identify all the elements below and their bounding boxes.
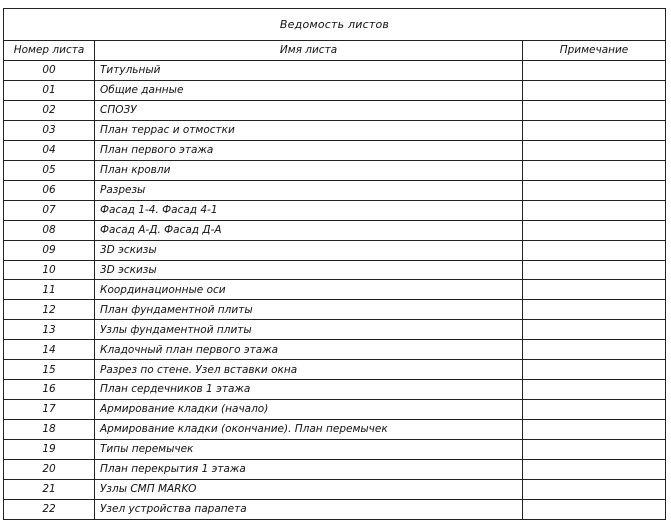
sheet-name: Типы перемычек: [95, 440, 523, 460]
sheet-name: Координационные оси: [95, 280, 523, 300]
sheet-name: Титульный: [95, 61, 523, 81]
table-row: [4, 80, 666, 100]
table-row: [4, 360, 666, 380]
sheet-name: Фасад А-Д. Фасад Д-А: [95, 220, 523, 240]
sheet-name: План фундаментной плиты: [95, 300, 523, 320]
sheet-note: [523, 480, 666, 500]
sheet-number: 00: [4, 61, 95, 81]
sheet-name: 3D эскизы: [95, 260, 523, 280]
sheet-note: [523, 140, 666, 160]
sheet-note: [523, 440, 666, 460]
sheet-name: План перекрытия 1 этажа: [95, 460, 523, 480]
sheet-number: 14: [4, 340, 95, 360]
sheet-list-table: [3, 8, 666, 520]
sheet-note: [523, 499, 666, 519]
sheet-note: [523, 340, 666, 360]
table-row: [4, 300, 666, 320]
table-row: [4, 220, 666, 240]
table-row: [4, 280, 666, 300]
table-row: [4, 61, 666, 81]
table-row: [4, 499, 666, 519]
sheet-number: 01: [4, 80, 95, 100]
sheet-number: 12: [4, 300, 95, 320]
sheet-note: [523, 200, 666, 220]
sheet-note: [523, 220, 666, 240]
sheet-number: 21: [4, 480, 95, 500]
sheet-number: 18: [4, 420, 95, 440]
table-row: [4, 140, 666, 160]
sheet-number: 13: [4, 320, 95, 340]
sheet-note: [523, 320, 666, 340]
sheet-number: 02: [4, 100, 95, 120]
table-row: [4, 480, 666, 500]
sheet-number: 20: [4, 460, 95, 480]
sheet-note: [523, 80, 666, 100]
sheet-name: Фасад 1-4. Фасад 4-1: [95, 200, 523, 220]
sheet-note: [523, 180, 666, 200]
sheet-note: [523, 300, 666, 320]
sheet-note: [523, 380, 666, 400]
column-header-number: Номер листа: [4, 41, 95, 61]
sheet-number: 16: [4, 380, 95, 400]
sheet-name: Узлы СМП MARKO: [95, 480, 523, 500]
sheet-name: Армирование кладки (начало): [95, 400, 523, 420]
sheet-name: Кладочный план первого этажа: [95, 340, 523, 360]
sheet-number: 04: [4, 140, 95, 160]
table-row: [4, 380, 666, 400]
sheet-name: Разрез по стене. Узел вставки окна: [95, 360, 523, 380]
sheet-number: 05: [4, 160, 95, 180]
sheet-number: 11: [4, 280, 95, 300]
table-header-row: [4, 41, 666, 61]
table-title-row: [4, 9, 666, 41]
sheet-name: Армирование кладки (окончание). План перемычек: [95, 420, 523, 440]
sheet-number: 09: [4, 240, 95, 260]
table-row: [4, 320, 666, 340]
sheet-name: План террас и отмостки: [95, 120, 523, 140]
sheet-number: 08: [4, 220, 95, 240]
sheet-note: [523, 100, 666, 120]
sheet-name: Общие данные: [95, 80, 523, 100]
sheet-note: [523, 260, 666, 280]
sheet-note: [523, 400, 666, 420]
sheet-note: [523, 420, 666, 440]
column-header-name: Имя листа: [95, 41, 523, 61]
table-row: [4, 400, 666, 420]
table-row: [4, 120, 666, 140]
table-row: [4, 460, 666, 480]
sheet-name: План первого этажа: [95, 140, 523, 160]
sheet-name: 3D эскизы: [95, 240, 523, 260]
sheet-note: [523, 280, 666, 300]
table-row: [4, 160, 666, 180]
table-row: [4, 100, 666, 120]
sheet-number: 06: [4, 180, 95, 200]
table-row: [4, 180, 666, 200]
sheet-note: [523, 240, 666, 260]
sheet-name: СПОЗУ: [95, 100, 523, 120]
sheet-note: [523, 360, 666, 380]
sheet-name: Узел устройства парапета: [95, 499, 523, 519]
sheet-name: План сердечников 1 этажа: [95, 380, 523, 400]
sheet-name: Узлы фундаментной плиты: [95, 320, 523, 340]
sheet-number: 19: [4, 440, 95, 460]
sheet-note: [523, 120, 666, 140]
table-row: [4, 440, 666, 460]
sheet-number: 17: [4, 400, 95, 420]
table-row: [4, 340, 666, 360]
sheet-number: 10: [4, 260, 95, 280]
table-row: [4, 420, 666, 440]
sheet-number: 15: [4, 360, 95, 380]
sheet-note: [523, 160, 666, 180]
column-header-note: Примечание: [523, 41, 666, 61]
sheet-note: [523, 61, 666, 81]
table-row: [4, 260, 666, 280]
table-title: Ведомость листов: [4, 9, 666, 41]
table-row: [4, 240, 666, 260]
sheet-name: Разрезы: [95, 180, 523, 200]
sheet-number: 07: [4, 200, 95, 220]
sheet-name: План кровли: [95, 160, 523, 180]
sheet-note: [523, 460, 666, 480]
table-row: [4, 200, 666, 220]
sheet-number: 22: [4, 499, 95, 519]
sheet-number: 03: [4, 120, 95, 140]
